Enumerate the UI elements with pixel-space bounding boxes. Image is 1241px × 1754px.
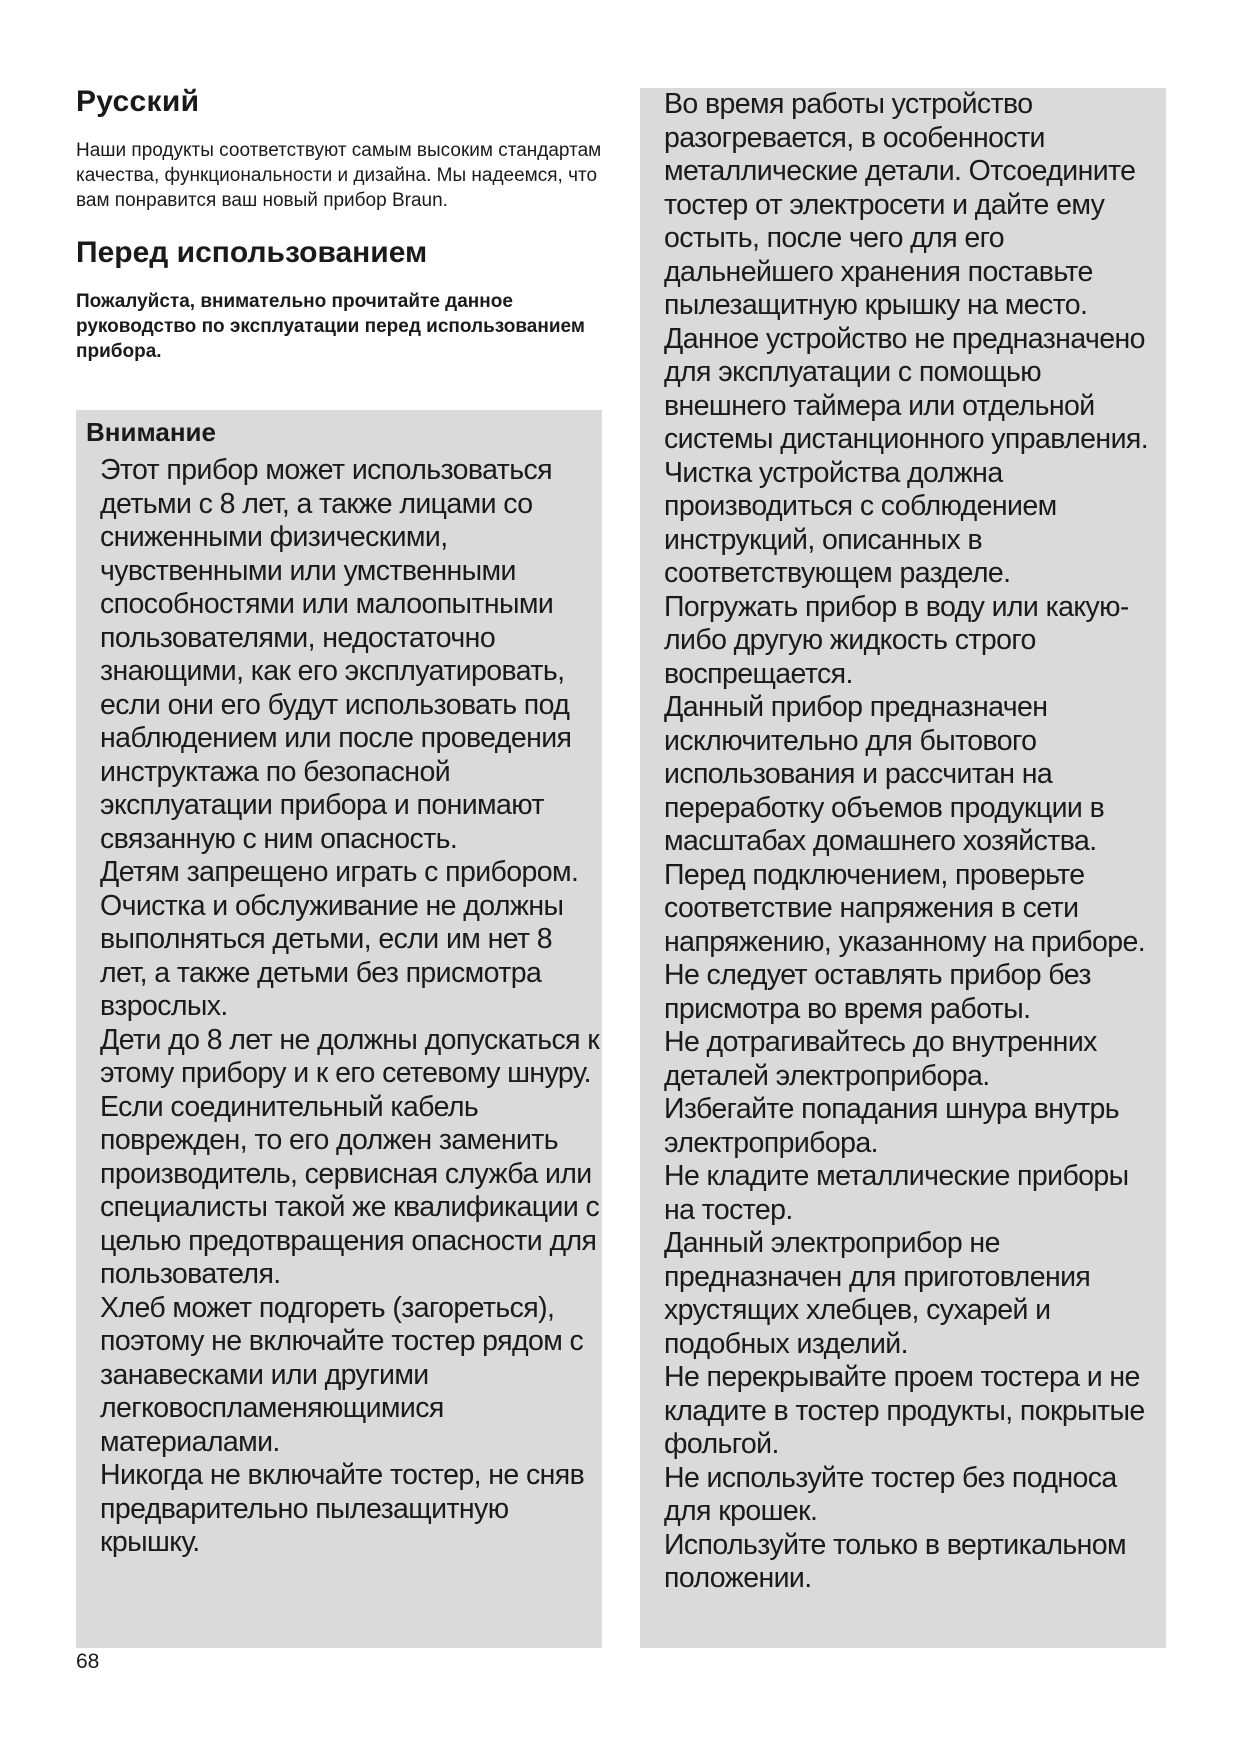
warning-item: Погружать прибор в воду или какую-либо другую жидкость строго воспрещается. [664, 590, 1129, 690]
warning-item: Перед подключением, проверьте соответствие напряжения в сети напряжению, указанному на приборе. [664, 858, 1146, 958]
warning-item: Чистка устройства должна производиться с соблюдением инструкций, описанных в соответствующем разделе. [664, 456, 1057, 589]
warning-item: Никогда не включайте тостер, не сняв предварительно пылезащитную крышку. [100, 1459, 585, 1558]
warning-item: Данный электроприбор не предназначен для приготовления хрустящих хлебцев, сухарей и подобных изделий. [664, 1227, 1091, 1360]
warning-item: Не следует оставлять прибор без присмотра во время работы. [664, 959, 1091, 1025]
warning-item: Если соединительный кабель поврежден, то его должен заменить производитель, сервисная служба или специалисты такой же квалификации с целью предотвращения опасности для пользователя. [100, 1090, 600, 1290]
warning-item: Очистка и обслуживание не должны выполняться детьми, если им нет 8 лет, а также детьми без присмотра взрослых. [100, 889, 564, 1022]
warning-item: Не используйте тостер без подноса для крошек. [664, 1461, 1117, 1527]
warning-item: Данное устройство не предназначено для эксплуатации с помощью внешнего таймера или отдельной системы дистанционного управления. [664, 322, 1149, 455]
warning-item: Во время работы устройство разогревается, в особенности металлические детали. Отсоедините тостер от электросети и дайте ему остыть, после чего для его дальнейшего хранения поставьте пылезащитную крышку на место. [664, 88, 1136, 321]
page-number: 68 [76, 1650, 100, 1673]
warning-item: Не кладите металлические приборы на тостер. [664, 1160, 1129, 1226]
warning-box-left [76, 410, 602, 1648]
intro-paragraph: Наши продукты соответствуют самым высоким стандартам качества, функциональности и дизайна. Мы надеемся, что вам понравится ваш новый прибор Braun. [76, 140, 602, 211]
left-column [76, 84, 606, 364]
language-heading: Русский [76, 85, 200, 118]
warning-item: Не дотрагивайтесь до внутренних деталей электроприбора. [664, 1026, 1097, 1092]
warning-item: Данный прибор предназначен исключительно для бытового использования и рассчитан на переработку объемов продукции в масштабах домашнего хозяйства. [664, 691, 1105, 857]
warning-item: Используйте только в вертикальном положении. [664, 1528, 1127, 1594]
warning-item: Детям запрещено играть с прибором. [100, 856, 579, 888]
warning-box-right [640, 88, 1166, 1648]
warning-item: Избегайте попадания шнура внутрь электроприбора. [664, 1093, 1120, 1159]
warning-title: Внимание [86, 417, 216, 447]
warning-list-left [76, 454, 602, 1560]
warning-item: Не перекрывайте проем тостера и не кладите в тостер продукты, покрытые фольгой. [664, 1361, 1145, 1460]
before-use-note: Пожалуйста, внимательно прочитайте данное руководство по эксплуатации перед использованием прибора. [76, 291, 585, 362]
warning-item: Этот прибор может использоваться детьми с 8 лет, а также лицами со сниженными физическими, чувственными или умственными способностями или малоопытными пользователями, недостаточно знающими, как его эксплуатировать, если они его будут использовать под наблюдением или после проведения инструктажа по безопасной эксплуатации прибора и понимают связанную с ним опасность. [100, 454, 572, 855]
before-use-heading: Перед использованием [76, 236, 428, 269]
warning-item: Хлеб может подгореть (загореться), поэтому не включайте тостер рядом с занавесками или другими легковоспламеняющимися материалами. [100, 1291, 584, 1458]
warning-item: Дети до 8 лет не должны допускаться к этому прибору и к его сетевому шнуру. [100, 1023, 600, 1089]
warning-list-right [640, 88, 1166, 1596]
